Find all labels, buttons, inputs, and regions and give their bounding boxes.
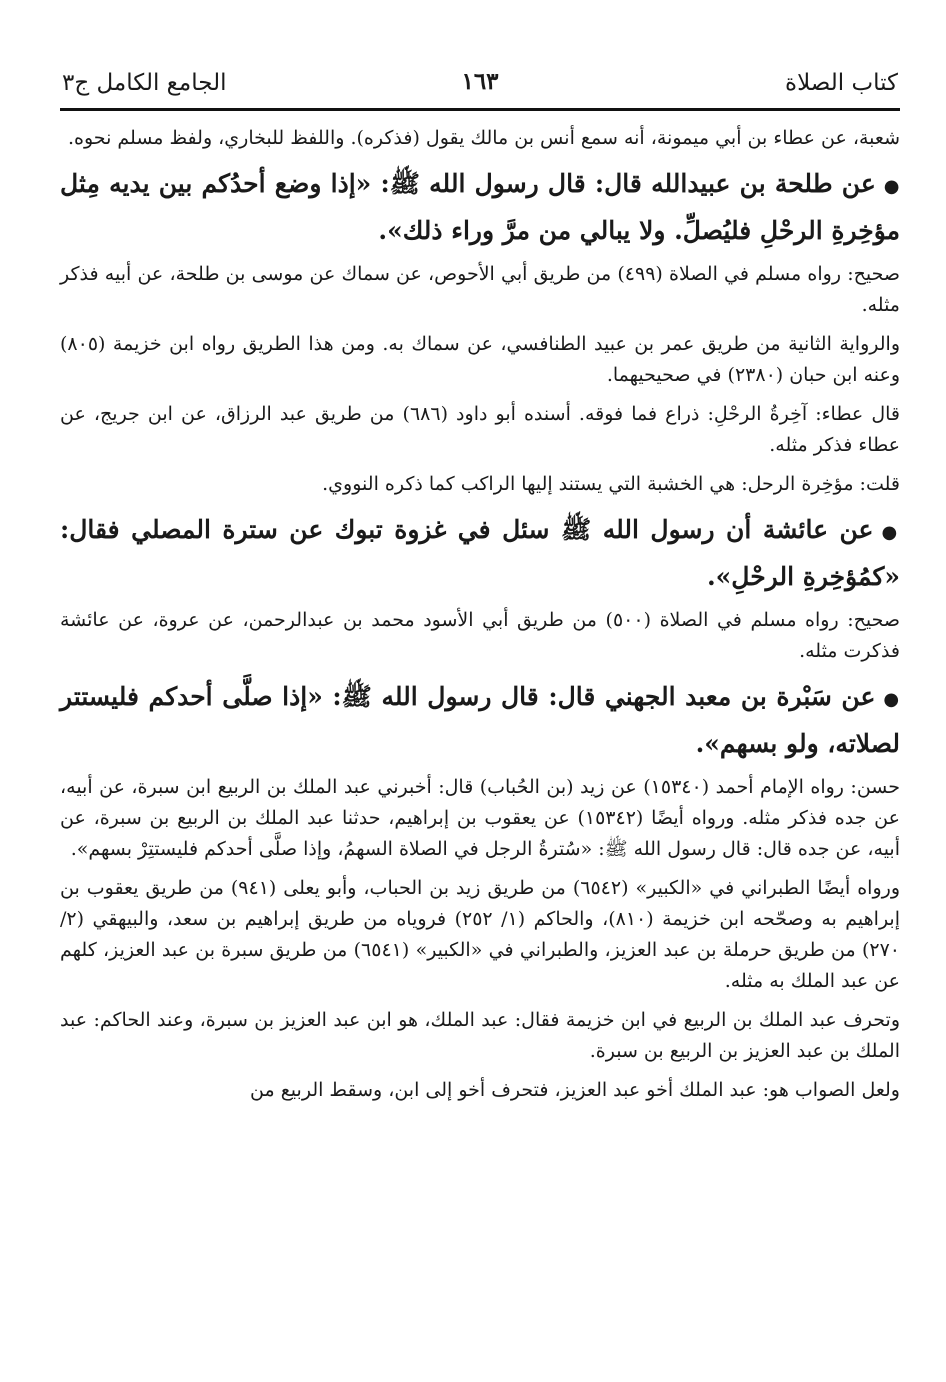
paragraph-hadith: ●عن سَبْرة بن معبد الجهني قال: قال رسول الله ﷺ: «إذا صلَّى أحدكم فليستتر لصلاته، ولو بسهم». [60,682,900,758]
chapter-title: كتاب الصلاة [785,70,898,96]
paragraph-note: شعبة، عن عطاء بن أبي ميمونة، أنه سمع أنس بن مالك يقول (فذكره). واللفظ للبخاري، ولفظ مسلم نحوه. [68,127,900,149]
paragraph-note: صحيح: رواه مسلم في الصلاة (٤٩٩) من طريق أبي الأحوص، عن سماك عن موسى بن طلحة، عن أبيه فذكر مثله. [60,263,900,316]
page-body [60,123,900,1106]
paragraph-note: حسن: رواه الإمام أحمد (١٥٣٤٠) عن زيد (بن الحُباب) قال: أخبرني عبد الملك بن الربيع ابن سبرة، عن أبيه، عن جده فذكر مثله. ورواه أيضًا (١٥٣٤٢) عن يعقوب بن إبراهيم، حدثنا عبد الملك بن الربيع بن سبرة، عن أبيه، عن جده قال: قال رسول الله ﷺ: «سُترةُ الرجل في الصلاة السهمُ، وإذا صلَّى أحدكم فليستتِرْ بسهم». [60,776,900,860]
book-title: الجامع الكامل ج٣ [62,70,227,96]
paragraph-note: قلت: مؤخِرة الرحل: هي الخشبة التي يستند إليها الراكب كما ذكره النووي. [322,473,900,495]
bullet-icon: ● [881,522,900,543]
bullet-icon: ● [883,176,900,197]
bullet-icon: ● [883,689,900,710]
paragraph-note: ورواه أيضًا الطبراني في «الكبير» (٦٥٤٢) من طريق زيد بن الحباب، وأبو يعلى (٩٤١) من طريق يعقوب بن إبراهيم به وصحّحه ابن خزيمة (٨١٠)، والحاكم (١/ ٢٥٢) فروياه من طريق إبراهيم بن سعد، والبيهقي (٢/ ٢٧٠) من طريق حرملة بن عبد العزيز، والطبراني في «الكبير» (٦٥٤١) من طريق سبرة بن عبد العزيز، كلهم عن عبد الملك به مثله. [60,877,900,992]
paragraph-note: ولعل الصواب هو: عبد الملك أخو عبد العزيز، فتحرف أخو إلى ابن، وسقط الربيع من [250,1079,900,1101]
page-number: ١٦٣ [461,68,499,95]
paragraph-note: والرواية الثانية من طريق عمر بن عبيد الطنافسي، عن سماك به. ومن هذا الطريق رواه ابن خزيمة (٨٠٥) وعنه ابن حبان (٢٣٨٠) في صحيحيهما. [60,333,900,386]
paragraph-hadith: ●عن طلحة بن عبيدالله قال: قال رسول الله ﷺ: «إذا وضع أحدُكم بين يديه مِثل مؤخِرةِ الرحْلِ فليُصلِّ. ولا يبالي من مرَّ وراء ذلك». [60,169,900,245]
paragraph-hadith: ●عن عائشة أن رسول الله ﷺ سئل في غزوة تبوك عن سترة المصلي فقال: «كمُؤخِرةِ الرحْلِ». [60,515,900,591]
paragraph-note: قال عطاء: آخِرةُ الرحْلِ: ذراع فما فوقه. أسنده أبو داود (٦٨٦) من طريق عبد الرزاق، عن ابن جريج، عن عطاء فذكر مثله. [60,403,901,456]
page-header [60,58,900,111]
book-page [60,58,900,1358]
paragraph-note: صحيح: رواه مسلم في الصلاة (٥٠٠) من طريق أبي الأسود محمد بن عبدالرحمن، عن عروة، عن عائشة فذكرت مثله. [60,609,900,662]
paragraph-note: وتحرف عبد الملك بن الربيع في ابن خزيمة فقال: عبد الملك، هو ابن عبد العزيز بن سبرة، وعند الحاكم: عبد الملك بن عبد العزيز بن الربيع بن سبرة. [60,1009,900,1062]
